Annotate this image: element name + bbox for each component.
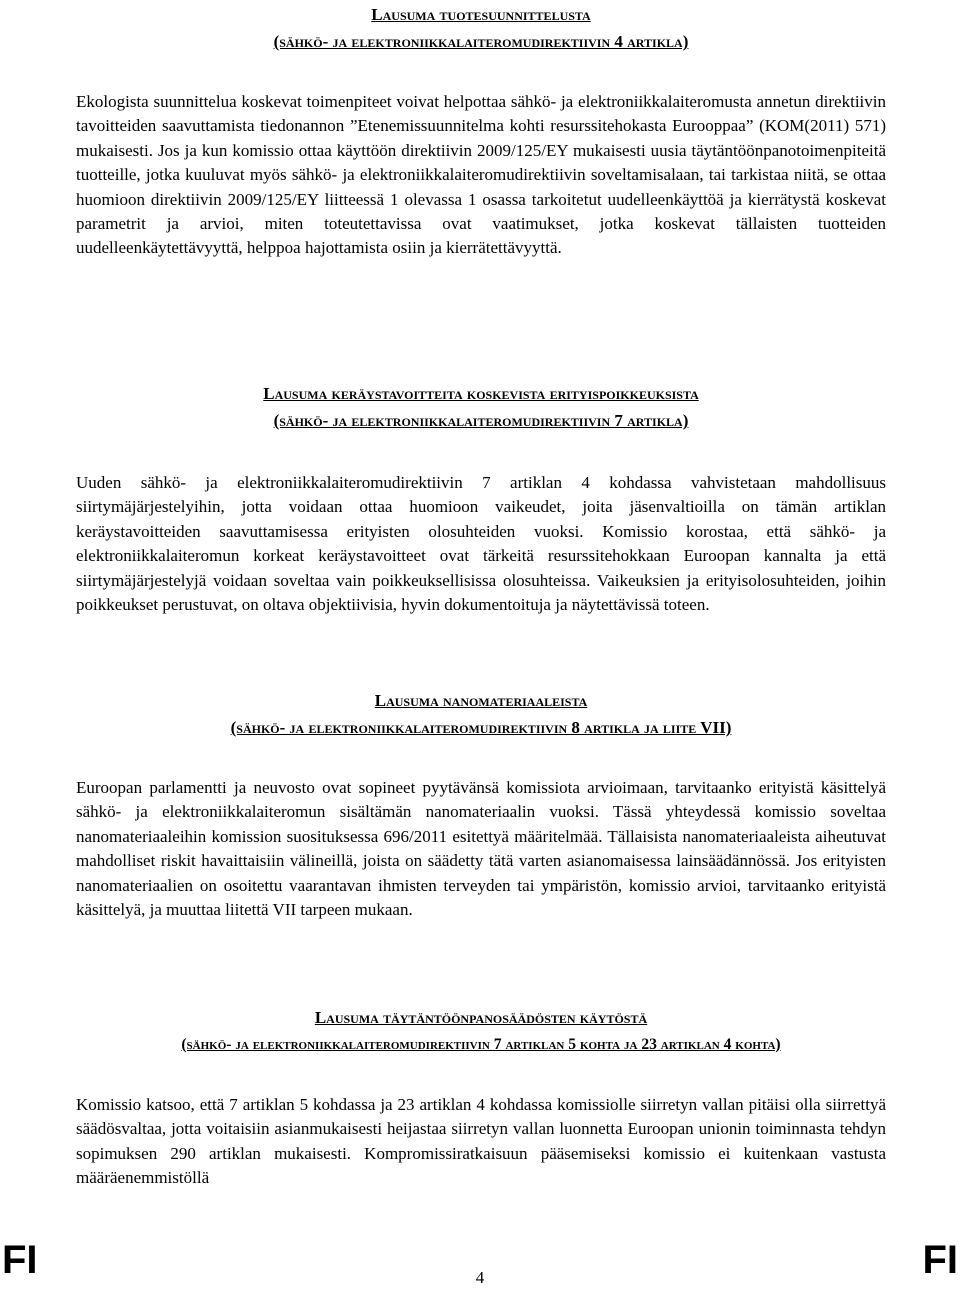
section-1-title: Lausuma tuotesuunnittelusta <box>371 5 591 24</box>
section-1-heading <box>76 4 886 53</box>
page-number: 4 <box>475 1268 485 1287</box>
section-3-subtitle: (sähkö- ja elektroniikkalaiteromudirektiivin 8 artikla ja liite VII) <box>230 718 732 737</box>
section-2-subtitle: (sähkö- ja elektroniikkalaiteromudirektiivin 7 artikla) <box>273 411 689 430</box>
section-1-subtitle: (sähkö- ja elektroniikkalaiteromudirektiivin 4 artikla) <box>273 32 689 51</box>
section-2-body: Uuden sähkö- ja elektroniikkalaiteromudirektiivin 7 artiklan 4 kohdassa vahvistetaan mahdollisuus siirtymäjärjestelyihin, jotta voidaan ottaa huomioon vaikeudet, joita jäsenvaltioilla on tämän artiklan keräystavoitteiden saavuttamisessa erityisten olosuhteiden vuoksi. Komissio korostaa, että sähkö- ja elektroniikkalaiteromun korkeat keräystavoitteet ovat tärkeitä resurssitehokkaan Euroopan kannalta ja että siirtymäjärjestelyjä voidaan soveltaa vain poikkeuksellisissa olosuhteissa. Vaikeuksien ja erityisolosuhteiden, joihin poikkeukset perustuvat, on oltava objektiivisia, hyvin dokumentoituja ja näytettävissä toteen. <box>76 473 886 615</box>
section-2-heading <box>76 383 886 432</box>
section-3-title: Lausuma nanomateriaaleista <box>374 691 588 710</box>
section-3-heading <box>76 690 886 739</box>
section-1-body: Ekologista suunnittelua koskevat toimenpiteet voivat helpottaa sähkö- ja elektroniikkalaiteromusta annetun direktiivin tavoitteiden saavuttamista tiedonannon ”Etenemissuunnitelma kohti resurssitehokasta Eurooppaa” (KOM(2011) 571) mukaisesti. Jos ja kun komissio ottaa käyttöön direktiivin 2009/125/EY mukaisesti uusia täytäntöönpanotoimenpiteitä tuotteille, jotka kuuluvat myös sähkö- ja elektroniikkalaiteromudirektiivin soveltamisalaan, tai tarkistaa niitä, se ottaa huomioon direktiivin 2009/125/EY liitteessä 1 olevassa 1 osassa tarkoitetut uudelleenkäyttöä ja kierrätystä koskevat parametrit ja arvioi, miten toteutettavissa ovat vaatimukset, jotka koskevat tällaisten tuotteiden uudelleenkäytettävyyttä, helppoa hajottamista osiin ja kierrätettävyyttä. <box>76 92 886 258</box>
section-4-title: Lausuma täytäntöönpanosäädösten käytöstä <box>314 1008 648 1027</box>
section-4-subtitle: (sähkö- ja elektroniikkalaiteromudirektiivin 7 artiklan 5 kohta ja 23 artiklan 4 kohta) <box>181 1036 781 1053</box>
footer-language-code-left: FI <box>2 1238 38 1282</box>
section-4-body: Komissio katsoo, että 7 artiklan 5 kohdassa ja 23 artiklan 4 kohdassa komissiolle siirretyn vallan pitäisi olla siirrettyä säädösvaltaa, jotta voitaisiin asianmukaisesti heijastaa siirretyn vallan luonnetta Euroopan unionin toiminnasta tehdyn sopimuksen 290 artiklan mukaisesti. Kompromissiratkaisuun pääsemiseksi komissio ei kuitenkaan vastusta määräenemmistöllä <box>76 1095 886 1188</box>
section-2-title: Lausuma keräystavoitteita koskevista erityispoikkeuksista <box>263 384 699 403</box>
section-4-heading <box>76 1007 886 1056</box>
section-3-body: Euroopan parlamentti ja neuvosto ovat sopineet pyytävänsä komissiota arvioimaan, tarvitaanko erityistä käsittelyä sähkö- ja elektroniikkalaiteromun sisältämän nanomateriaalin vuoksi. Tässä yhteydessä komissio soveltaa nanomateriaaleihin komission suosituksessa 696/2011 esitettyä määritelmää. Tällaisista nanomateriaaleista aiheutuvat mahdolliset riskit havaittaisiin välineillä, joista on säädetty tätä varten asianomaisessa lainsäädännössä. Jos erityisten nanomateriaalien on osoitettu vaarantavan ihmisten terveyden tai ympäristön, komissio arvioi, tarvitaanko erityistä käsittelyä, ja muuttaa liitettä VII tarpeen mukaan. <box>76 778 886 920</box>
footer-language-code-right: FI <box>922 1238 958 1282</box>
